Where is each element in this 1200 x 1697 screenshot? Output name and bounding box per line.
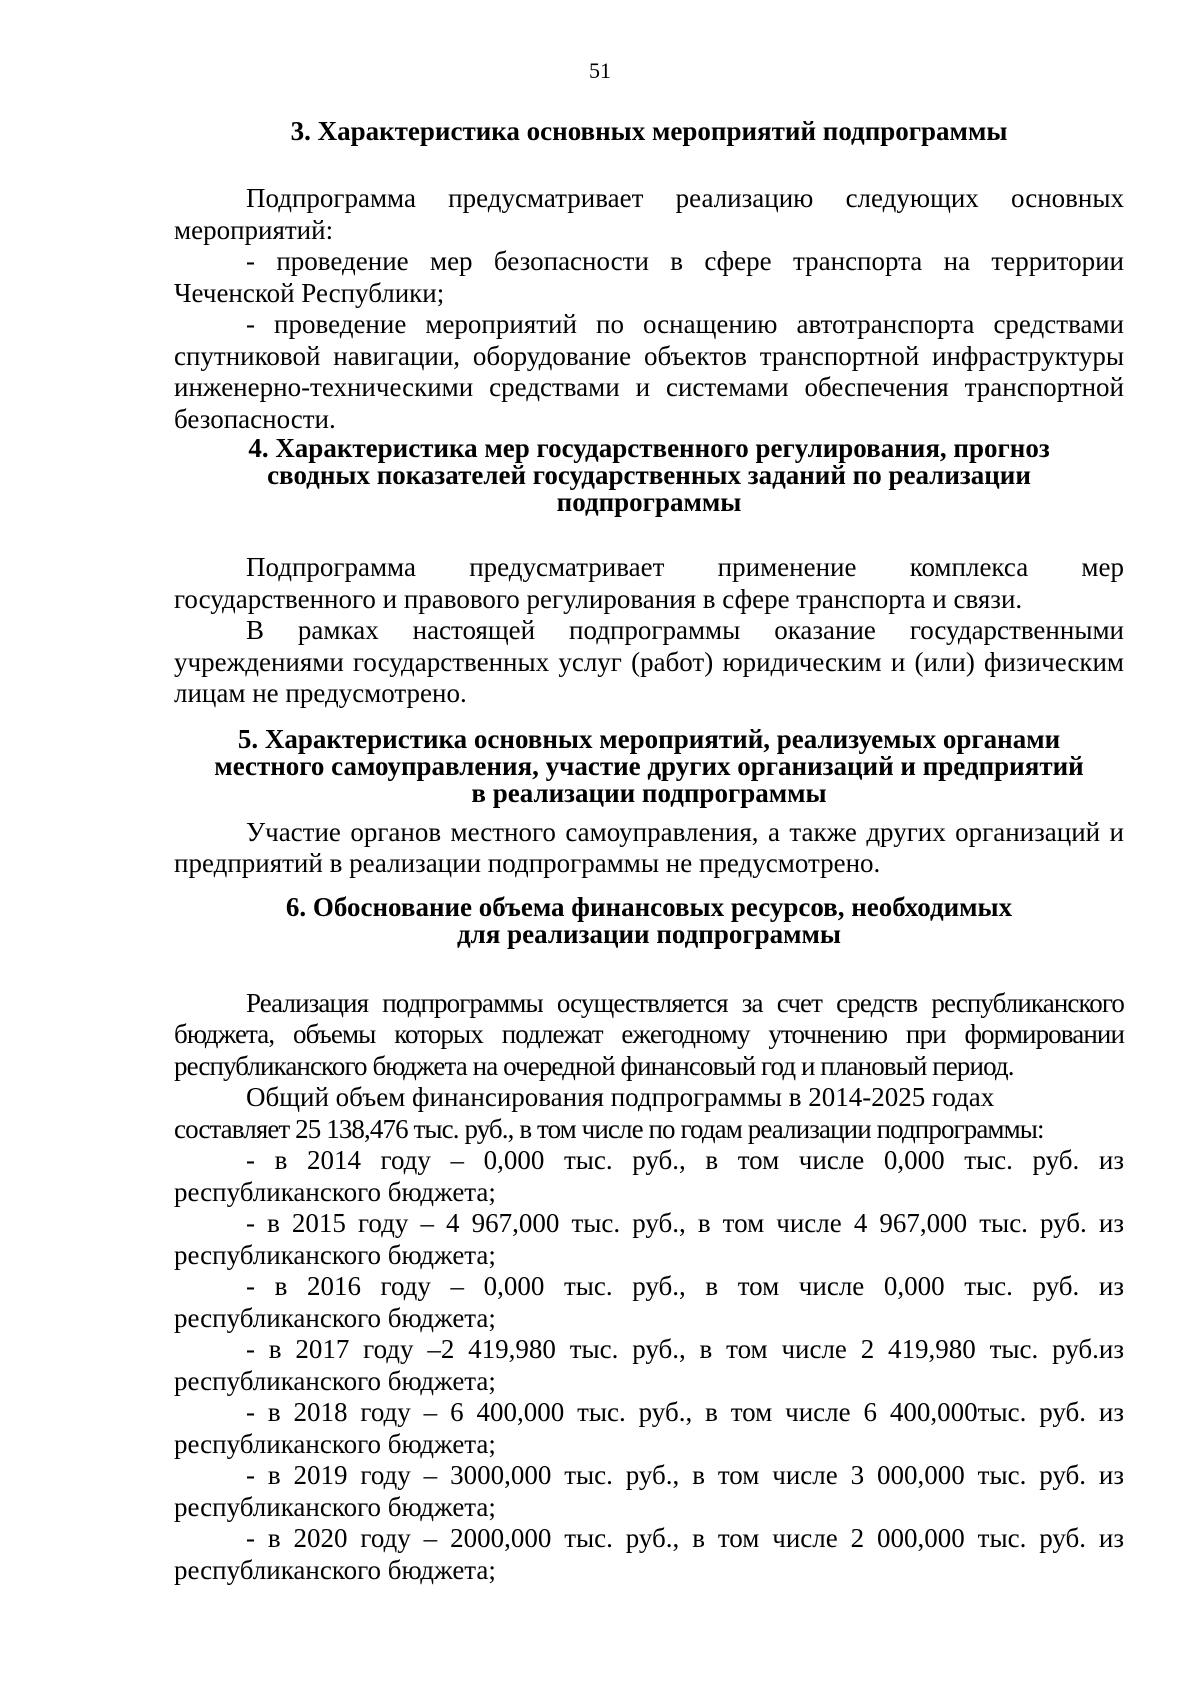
funding-year-item: - в 2020 году – 2000,000 тыс. руб., в том числе 2 000,000 тыс. руб. из республиканского бюджета; <box>174 1523 1124 1585</box>
section-5-title-line: местного самоуправления, участие других организаций и предприятий <box>214 750 1084 781</box>
section-4-title-line: 4. Характеристика мер государственного регулирования, прогноз <box>248 433 1050 463</box>
section-4-title-line: сводных показателей государственных заданий по реализации <box>267 460 1031 490</box>
paragraph: Подпрограмма предусматривает применение комплекса мер государственного и правового регулирования в сфере транспорта и связи. <box>174 552 1124 614</box>
funding-year-item: - в 2015 году – 4 967,000 тыс. руб., в том числе 4 967,000 тыс. руб. из республиканского бюджета; <box>174 1208 1124 1270</box>
paragraph: Подпрограмма предусматривает реализацию следующих основных мероприятий: <box>174 183 1124 245</box>
page-content <box>174 118 1124 1586</box>
section-5-title <box>174 723 1124 808</box>
funding-year-item: - в 2016 году – 0,000 тыс. руб., в том числе 0,000 тыс. руб. из республиканского бюджета; <box>174 1271 1124 1333</box>
paragraph: Участие органов местного самоуправления, а также других организаций и предприятий в реализации подпрограммы не предусмотрено. <box>174 816 1124 878</box>
list-item: - проведение мероприятий по оснащению автотранспорта средствами спутниковой навигации, оборудование объектов транспортной инфраструктуры инженерно-техническими средствами и системами обеспечения транспортной безопасности. <box>174 309 1124 434</box>
funding-year-item: - в 2018 году – 6 400,000 тыс. руб., в том числе 6 400,000тыс. руб. из республиканского бюджета; <box>174 1397 1124 1459</box>
section-6-title-line: 6. Обоснование объема финансовых ресурсов, необходимых <box>285 891 1013 922</box>
section-5-title-line: 5. Характеристика основных мероприятий, реализуемых органами <box>237 723 1061 754</box>
section-4-title-line: подпрограммы <box>556 487 742 517</box>
paragraph: Общий объем финансирования подпрограммы в 2014-2025 годах <box>246 1082 995 1112</box>
paragraph: составляет 25 138,476 тыс. руб., в том числе по годам реализации подпрограммы: <box>174 1113 1044 1144</box>
paragraph: В рамках настоящей подпрограммы оказание государственными учреждениями государственных услуг (работ) юридическим и (или) физическим лицам не предусмотрено. <box>174 615 1124 708</box>
section-6-title-line: для реализации подпрограммы <box>456 918 842 949</box>
funding-year-item: - в 2019 году – 3000,000 тыс. руб., в том числе 3 000,000 тыс. руб. из республиканского бюджета; <box>174 1460 1124 1522</box>
section-5-title-line: в реализации подпрограммы <box>471 777 827 808</box>
list-item: - проведение мер безопасности в сфере транспорта на территории Чеченской Республики; <box>174 246 1124 308</box>
page-number: 51 <box>589 58 611 83</box>
funding-year-item: - в 2014 году – 0,000 тыс. руб., в том числе 0,000 тыс. руб. из республиканского бюджета; <box>174 1145 1124 1207</box>
section-3-title: 3. Характеристика основных мероприятий подпрограммы <box>290 116 1008 146</box>
section-6-title <box>174 891 1124 949</box>
paragraph: Реализация подпрограммы осуществляется за счет средств республиканского бюджета, объемы которых подлежат ежегодному уточнению при формировании республиканского бюджета на очередной финансовый год и плановый период. <box>174 987 1124 1081</box>
section-4-title <box>174 435 1124 516</box>
funding-year-item: - в 2017 году –2 419,980 тыс. руб., в том числе 2 419,980 тыс. руб.из республиканского бюджета; <box>174 1334 1124 1396</box>
